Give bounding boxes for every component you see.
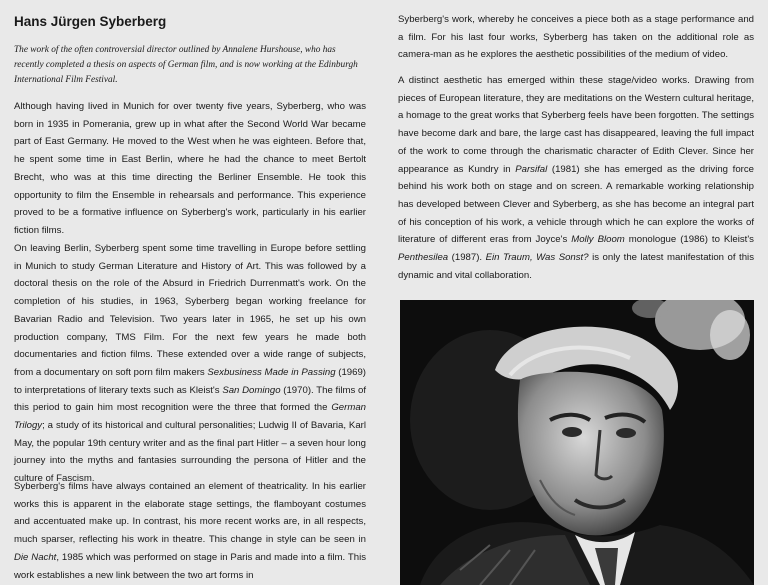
- article-intro: The work of the often controversial director outlined by Annalene Hurshouse, who has recently completed a thesis on aspects of German film, and is now working at the Edinburgh International Film Festival.: [14, 45, 358, 85]
- paragraph-2: On leaving Berlin, Syberberg spent some time travelling in Europe before settling in Munich to study German Literature and History of Art. This was followed by a doctoral thesis on the role of the Absurd in Friedrich Durrenmatt's work. On the completion of his studies, in 1963, Syberberg began working freelance for Bavarian Radio and Television. Two years later in 1965, he set up his own production company, TMS Film. For the next few years he made both documentaries and fiction films. These extended over a wide range of subjects, from a documentary on soft porn film makers Sexbusiness Made in Passing (1969) to interpretations of literary texts such as Kleist's San Domingo (1970). The films of this period to gain him most recognition were the three that formed the German Trilogy; a study of its historical and cultural personalities; Ludwig II of Bavaria, Karl May, the popular 19th century writer and as the final part Hitler – a seven hour long journey into the myths and fantasies surrounding the persona of Hitler and the culture of Fascism.: [14, 243, 366, 485]
- work-title: Molly Bloom: [571, 234, 625, 246]
- work-title: Penthesilea: [398, 252, 449, 264]
- paragraph-1: Although having lived in Munich for over twenty five years, Syberberg, who was born in 1935 in Pomerania, grew up in what after the Second World War became part of East Germany. He moved to the West when he was eighteen. Before that, he spent some time in East Berlin, where he had the chance to meet Bertolt Brecht, who was at this time directing the Berliner Ensemble. He took this opportunity to film the Ensemble in rehearsals and performance. This experience proved to be a formative influence on Syberberg's work, particularly in his earlier fiction films.: [14, 101, 366, 236]
- article-title: Hans Jürgen Syberberg: [14, 14, 167, 29]
- film-title: San Domingo: [222, 384, 281, 396]
- paragraph-5: A distinct aesthetic has emerged within these stage/video works. Drawing from pieces of European literature, they are meditations on the Western cultural heritage, a homage to the great works that Syberberg feels have been forgotten. The settings have become dark and bare, the large cast has disappeared, leaving the full impact of the work to come through the charismatic character of Edith Clever. Since her appearance as Kundry in Parsifal (1981) she has emerged as the driving force behind his work both on stage and on screen. A remarkable working relationship has developed between Clever and Syberberg, as she has become an integral part of his conception of his work, a vehicle through which he can explore the works of literature of different eras from Joyce's Molly Bloom monologue (1986) to Kleist's Penthesilea (1987). Ein Traum, Was Sonst? is only the latest manifestation of this dynamic and vital collaboration.: [398, 75, 754, 281]
- paragraph-3: Syberberg's films have always contained an element of theatricality. In his earlier works this is apparent in the elaborate stage settings, the flamboyant costumes and accentuated make up. In contrast, his more recent works are, in all respects, much sparser, reflecting his work in theatre. This change in style can be seen in Die Nacht, 1985 which was performed on stage in Paris and made into a film. This work establishes a new link between the two art forms in: [14, 481, 367, 581]
- portrait-photo: [400, 300, 754, 585]
- work-title: Parsifal: [515, 163, 548, 175]
- film-title: Die Nacht: [14, 551, 57, 563]
- portrait-illustration: [400, 300, 754, 585]
- film-title: Sexbusiness Made in Passing: [207, 366, 336, 378]
- work-title: Ein Traum, Was Sonst?: [485, 252, 589, 264]
- film-title: German Trilogy: [14, 402, 366, 432]
- paragraph-4: Syberberg's work, whereby he conceives a piece both as a stage performance and a film. For his last four works, Syberberg has taken on the additional role as camera-man as he explores the aesthetic possibilities of the medium of video.: [398, 14, 754, 61]
